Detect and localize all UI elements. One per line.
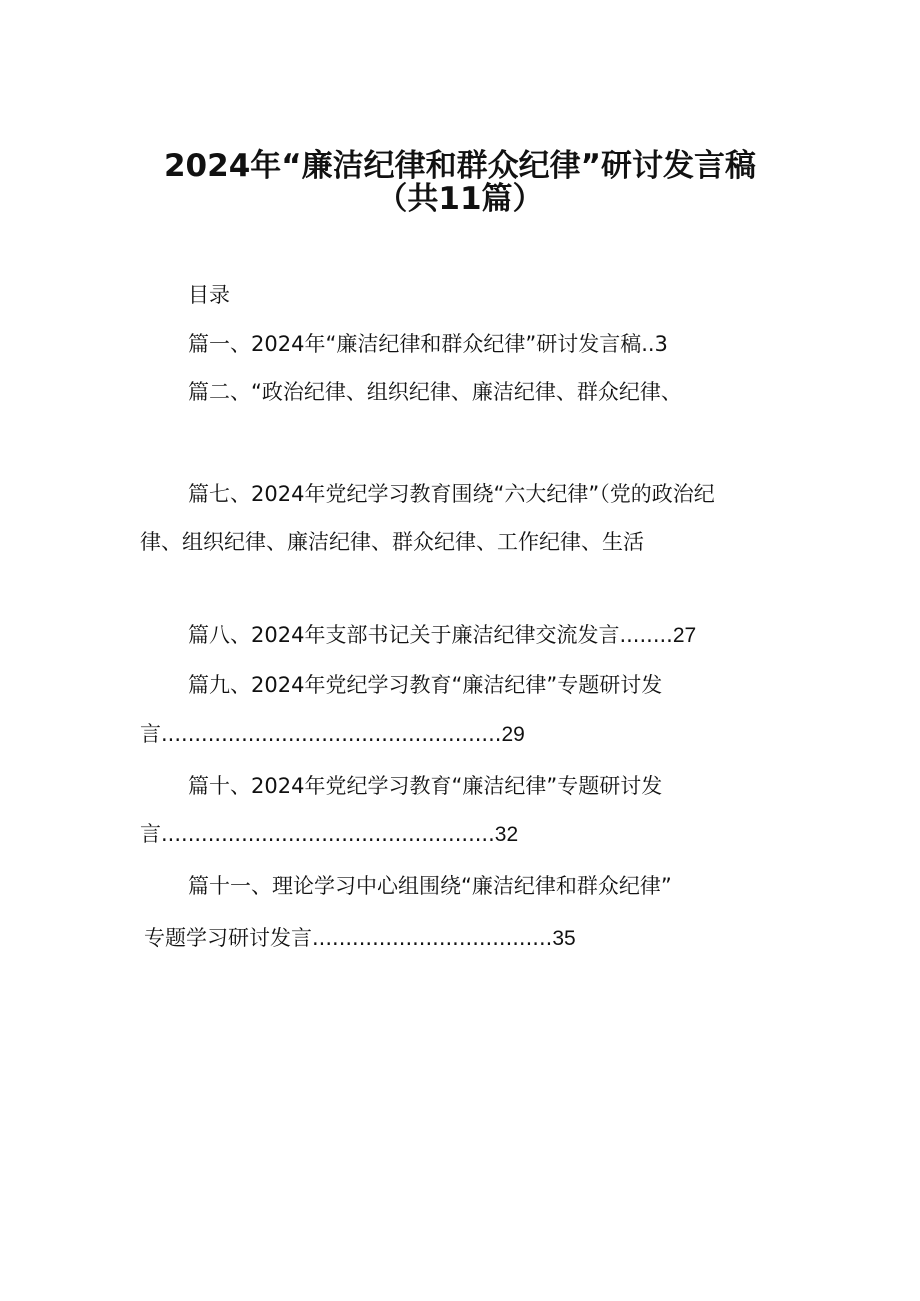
toc-entry-10-line-1[interactable]: 篇十、2024年党纪学习教育“廉洁纪律”专题研讨发 (188, 774, 663, 798)
toc-leader-dots: .................................... (312, 926, 553, 950)
toc-entry-11-line-1[interactable]: 篇十一、理论学习中心组围绕“廉洁纪律和群众纪律” (188, 874, 672, 898)
toc-page-number: 32 (494, 823, 519, 846)
toc-entry-text: 篇八、2024年支部书记关于廉洁纪律交流发言 (188, 623, 620, 647)
toc-entry-text: 专题学习研讨发言 (144, 926, 312, 950)
toc-entry-text: 言 (140, 822, 161, 846)
toc-entry-2[interactable]: 篇二、“政治纪律、组织纪律、廉洁纪律、群众纪律、 (188, 380, 682, 404)
toc-page-number: 35 (552, 927, 576, 950)
toc-entry-8[interactable] (188, 621, 696, 650)
toc-entry-10-line-2[interactable] (140, 820, 518, 849)
toc-page-number: 29 (501, 723, 525, 746)
toc-entry-text: 言 (140, 722, 161, 746)
toc-page-number: 27 (672, 624, 697, 647)
toc-entry-11-line-2[interactable] (144, 924, 576, 953)
toc-entry-1[interactable]: 篇一、2024年“廉洁纪律和群众纪律”研讨发言稿..3 (188, 332, 668, 356)
toc-entry-9-line-1[interactable]: 篇九、2024年党纪学习教育“廉洁纪律”专题研讨发 (188, 673, 663, 697)
toc-leader-dots: ................................................... (161, 722, 502, 746)
toc-leader-dots: .................................................. (161, 822, 495, 846)
document-subtitle-count: （共11篇） (376, 181, 544, 217)
toc-entry-7-line-2[interactable]: 律、组织纪律、廉洁纪律、群众纪律、工作纪律、生活 (140, 530, 644, 554)
toc-heading: 目录 (188, 283, 230, 307)
toc-leader-dots: ........ (619, 623, 673, 647)
toc-entry-9-line-2[interactable] (140, 720, 525, 749)
toc-entry-7-line-1[interactable]: 篇七、2024年党纪学习教育围绕“六大纪律”（党的政治纪 (188, 482, 715, 506)
document-title: 2024年“廉洁纪律和群众纪律”研讨发言稿 (163, 148, 757, 184)
